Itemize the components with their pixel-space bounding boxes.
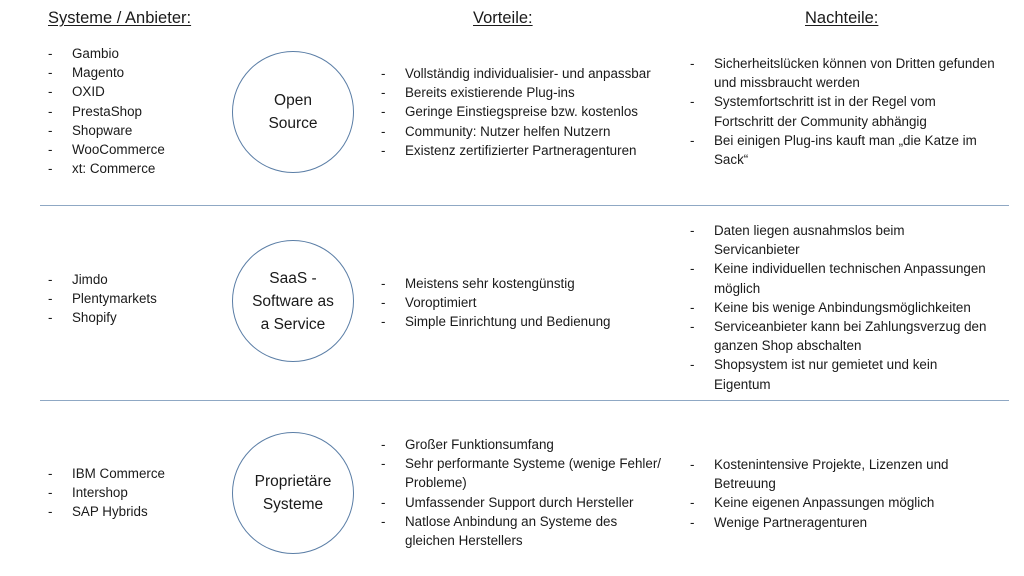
- list-item: - Umfassender Support durch Hersteller: [381, 493, 666, 512]
- list-item: - Großer Funktionsumfang: [381, 435, 666, 454]
- category-label-line: Systeme: [262, 496, 324, 513]
- list-item: - WooCommerce: [48, 140, 208, 159]
- list-item: - Shopsystem ist nur gemietet und kein Eigentum: [690, 355, 990, 393]
- header-cons: Nachteile:: [805, 9, 879, 27]
- header-pros: Vorteile:: [473, 9, 533, 27]
- list-item: - Sicherheitslücken können von Dritten gefunden und missbraucht werden: [690, 54, 995, 92]
- list-item: - Daten liegen ausnahmslos beim Servicanbieter: [690, 221, 990, 259]
- list-item: - Shopware: [48, 121, 208, 140]
- list-item: - Wenige Partneragenturen: [690, 513, 995, 532]
- list-item: - Bei einigen Plug-ins kauft man „die Katze im Sack“: [690, 131, 995, 169]
- list-item: - Geringe Einstiegspreise bzw. kostenlos: [381, 102, 671, 121]
- list-item: - Kostenintensive Projekte, Lizenzen und Betreuung: [690, 455, 995, 493]
- list-item: - Serviceanbieter kann bei Zahlungsverzug den ganzen Shop abschalten: [690, 317, 990, 355]
- pros-list-proprietary: [381, 435, 666, 550]
- category-label-line: SaaS -: [269, 269, 317, 287]
- list-item: - PrestaShop: [48, 102, 208, 121]
- list-item: - Vollständig individualisier- und anpassbar: [381, 64, 671, 83]
- row-divider-2: [40, 400, 1009, 401]
- cons-list-saas: [690, 221, 990, 394]
- category-label-line: a Service: [260, 315, 326, 333]
- category-label-line: Proprietäre: [254, 473, 332, 490]
- category-circle-saas: [232, 240, 354, 362]
- list-item: - Existenz zertifizierter Partneragenturen: [381, 141, 671, 160]
- list-item: - Keine individuellen technischen Anpassungen möglich: [690, 259, 990, 297]
- systems-list-open-source: [48, 44, 208, 178]
- pros-list-open-source: [381, 64, 671, 160]
- systems-list-saas: [48, 270, 208, 328]
- category-label-line: Open: [274, 92, 312, 109]
- list-item: - Keine eigenen Anpassungen möglich: [690, 493, 995, 512]
- list-item: - OXID: [48, 82, 208, 101]
- list-item: - Bereits existierende Plug-ins: [381, 83, 671, 102]
- list-item: - Gambio: [48, 44, 208, 63]
- pros-list-saas: [381, 274, 671, 332]
- list-item: - Shopify: [48, 308, 208, 327]
- row-divider-1: [40, 205, 1009, 206]
- list-item: - Sehr performante Systeme (wenige Fehler/ Probleme): [381, 454, 666, 492]
- list-item: - Voroptimiert: [381, 293, 671, 312]
- list-item: - Simple Einrichtung und Bedienung: [381, 312, 671, 331]
- header-systems: Systeme / Anbieter:: [48, 9, 192, 27]
- list-item: - Plentymarkets: [48, 289, 208, 308]
- category-label-line: Source: [268, 115, 318, 132]
- list-item: - IBM Commerce: [48, 464, 208, 483]
- list-item: - Community: Nutzer helfen Nutzern: [381, 122, 671, 141]
- list-item: - SAP Hybrids: [48, 502, 208, 521]
- category-label-line: Software as: [252, 292, 334, 310]
- systems-list-proprietary: [48, 464, 208, 522]
- list-item: - Jimdo: [48, 270, 208, 289]
- cons-list-proprietary: [690, 455, 995, 532]
- category-circle-open-source: [232, 51, 354, 173]
- list-item: - Keine bis wenige Anbindungsmöglichkeiten: [690, 298, 990, 317]
- category-circle-proprietary: [232, 432, 354, 554]
- list-item: - Intershop: [48, 483, 208, 502]
- list-item: - Magento: [48, 63, 208, 82]
- list-item: - Natlose Anbindung an Systeme des gleichen Herstellers: [381, 512, 666, 550]
- list-item: - Systemfortschritt ist in der Regel vom Fortschritt der Community abhängig: [690, 92, 995, 130]
- cons-list-open-source: [690, 54, 995, 169]
- list-item: - xt: Commerce: [48, 159, 208, 178]
- list-item: - Meistens sehr kostengünstig: [381, 274, 671, 293]
